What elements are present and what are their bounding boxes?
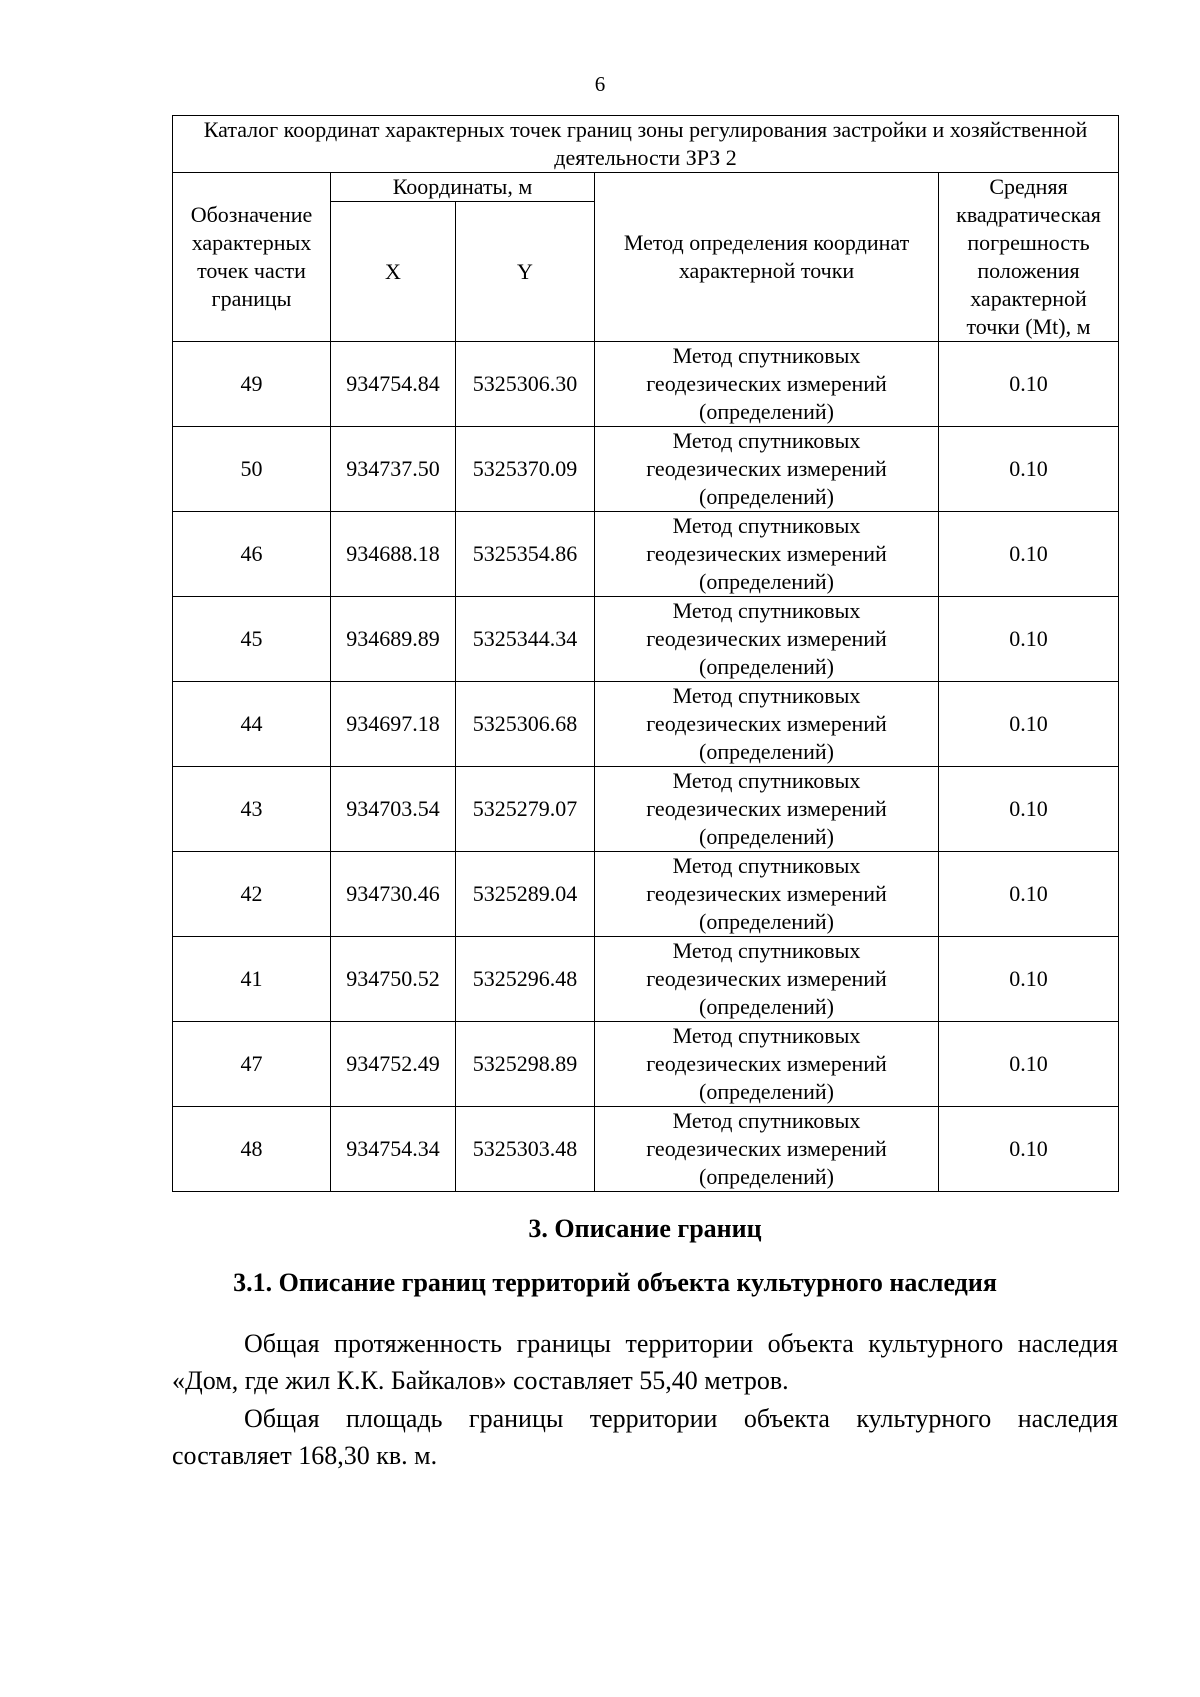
cell-error: 0.10 (939, 682, 1119, 767)
header-x: X (331, 202, 456, 342)
cell-point: 45 (173, 597, 331, 682)
cell-error: 0.10 (939, 597, 1119, 682)
table-row (173, 1107, 1119, 1192)
table-row (173, 937, 1119, 1022)
coordinates-catalog-table (172, 115, 1119, 1192)
table-row (173, 1022, 1119, 1107)
cell-x: 934750.52 (331, 937, 456, 1022)
cell-x: 934730.46 (331, 852, 456, 937)
header-error: Средняя квадратическая погрешность положения характерной точки (Mt), м (939, 173, 1119, 342)
cell-point: 47 (173, 1022, 331, 1107)
cell-x: 934754.34 (331, 1107, 456, 1192)
cell-x: 934752.49 (331, 1022, 456, 1107)
section-heading: 3. Описание границ (528, 1214, 762, 1243)
cell-y: 5325296.48 (456, 937, 595, 1022)
header-coords: Координаты, м (331, 173, 595, 202)
cell-x: 934754.84 (331, 342, 456, 427)
cell-point: 41 (173, 937, 331, 1022)
table-caption: Каталог координат характерных точек границ зоны регулирования застройки и хозяйственной деятельности ЗРЗ 2 (173, 116, 1119, 173)
cell-x: 934689.89 (331, 597, 456, 682)
cell-y: 5325344.34 (456, 597, 595, 682)
cell-x: 934688.18 (331, 512, 456, 597)
paragraph-length: Общая протяженность границы территории объекта культурного наследия «Дом, где жил К.К. Байкалов» составляет 55,40 метров. (172, 1329, 1118, 1395)
cell-y: 5325306.68 (456, 682, 595, 767)
cell-method: Метод спутниковых геодезических измерений (определений) (595, 682, 939, 767)
cell-error: 0.10 (939, 1022, 1119, 1107)
cell-error: 0.10 (939, 767, 1119, 852)
cell-method: Метод спутниковых геодезических измерений (определений) (595, 427, 939, 512)
cell-error: 0.10 (939, 427, 1119, 512)
cell-error: 0.10 (939, 512, 1119, 597)
cell-y: 5325354.86 (456, 512, 595, 597)
header-method: Метод определения координат характерной точки (595, 173, 939, 342)
cell-error: 0.10 (939, 1107, 1119, 1192)
cell-y: 5325289.04 (456, 852, 595, 937)
cell-x: 934697.18 (331, 682, 456, 767)
cell-y: 5325370.09 (456, 427, 595, 512)
cell-method: Метод спутниковых геодезических измерений (определений) (595, 1107, 939, 1192)
cell-y: 5325279.07 (456, 767, 595, 852)
cell-point: 49 (173, 342, 331, 427)
cell-point: 42 (173, 852, 331, 937)
cell-method: Метод спутниковых геодезических измерений (определений) (595, 852, 939, 937)
page-number: 6 (594, 72, 606, 96)
table-row (173, 427, 1119, 512)
cell-method: Метод спутниковых геодезических измерений (определений) (595, 1022, 939, 1107)
cell-method: Метод спутниковых геодезических измерений (определений) (595, 512, 939, 597)
section-subheading: 3.1. Описание границ территорий объекта культурного наследия (233, 1268, 997, 1297)
cell-y: 5325306.30 (456, 342, 595, 427)
table-row (173, 597, 1119, 682)
cell-point: 48 (173, 1107, 331, 1192)
cell-x: 934703.54 (331, 767, 456, 852)
cell-method: Метод спутниковых геодезических измерений (определений) (595, 597, 939, 682)
cell-method: Метод спутниковых геодезических измерений (определений) (595, 342, 939, 427)
cell-x: 934737.50 (331, 427, 456, 512)
table-row (173, 682, 1119, 767)
table-row (173, 767, 1119, 852)
cell-error: 0.10 (939, 342, 1119, 427)
cell-y: 5325298.89 (456, 1022, 595, 1107)
cell-point: 46 (173, 512, 331, 597)
table-row (173, 512, 1119, 597)
header-y: Y (456, 202, 595, 342)
cell-y: 5325303.48 (456, 1107, 595, 1192)
table-row (173, 342, 1119, 427)
table-row (173, 852, 1119, 937)
cell-point: 44 (173, 682, 331, 767)
paragraph-area: Общая площадь границы территории объекта культурного наследия составляет 168,30 кв. м. (172, 1404, 1118, 1470)
cell-method: Метод спутниковых геодезических измерений (определений) (595, 937, 939, 1022)
cell-point: 50 (173, 427, 331, 512)
header-point: Обозначение характерных точек части границы (173, 173, 331, 342)
cell-point: 43 (173, 767, 331, 852)
cell-error: 0.10 (939, 937, 1119, 1022)
cell-error: 0.10 (939, 852, 1119, 937)
table-body (173, 342, 1119, 1192)
cell-method: Метод спутниковых геодезических измерений (определений) (595, 767, 939, 852)
